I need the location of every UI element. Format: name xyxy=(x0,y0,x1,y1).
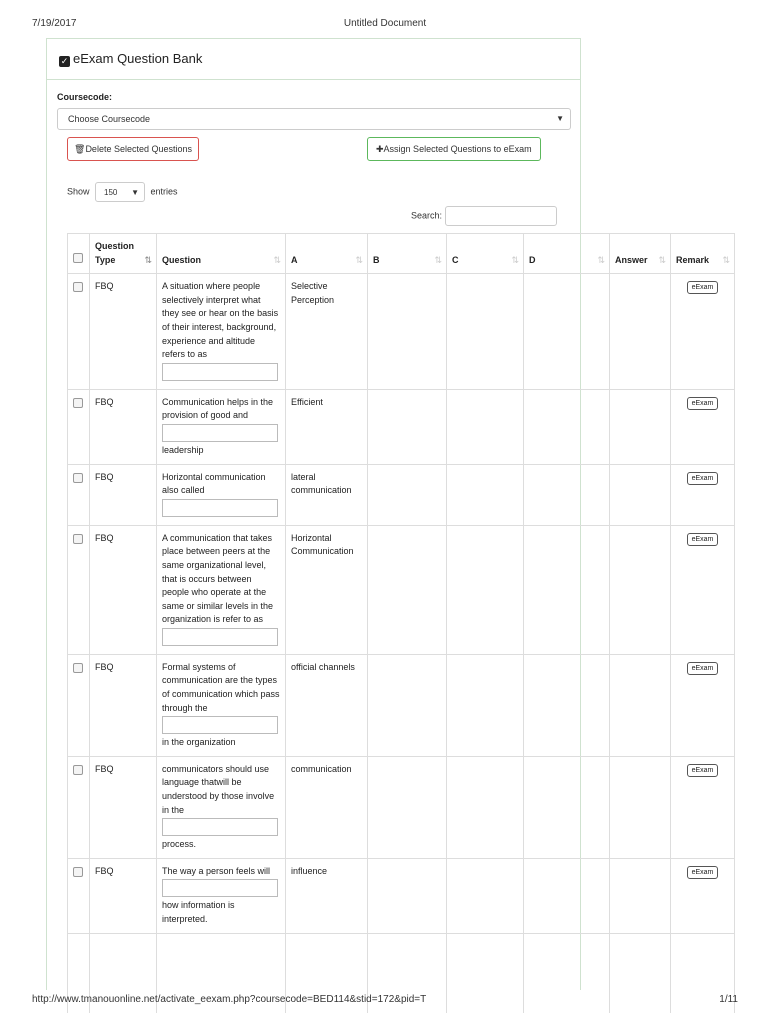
sort-icon: ⇅ xyxy=(144,254,152,265)
row-select-cell xyxy=(68,464,90,525)
entries-per-page-select[interactable] xyxy=(95,182,145,202)
question-type-cell: FBQ xyxy=(90,464,157,525)
option-d-cell xyxy=(524,858,610,933)
header-b[interactable] xyxy=(368,234,447,274)
remark-cell xyxy=(671,525,735,654)
option-a-cell: lateral communication xyxy=(286,464,368,525)
header-question-label: Question xyxy=(162,254,202,265)
row-checkbox[interactable] xyxy=(73,534,83,544)
option-a-cell: Horizontal Communication xyxy=(286,525,368,654)
header-question-type-line1: Question xyxy=(95,241,135,251)
arrow-right-icon: ✚ xyxy=(376,144,384,154)
option-b-cell xyxy=(368,464,447,525)
header-c[interactable] xyxy=(447,234,524,274)
header-d[interactable] xyxy=(524,234,610,274)
trash-icon: 🗑 xyxy=(74,144,86,154)
question-cell xyxy=(157,525,286,654)
coursecode-label: Coursecode: xyxy=(57,92,113,102)
assign-selected-button[interactable] xyxy=(367,137,541,161)
row-checkbox[interactable] xyxy=(73,867,83,877)
answer-cell xyxy=(610,525,671,654)
question-type-cell: FBQ xyxy=(90,654,157,756)
option-a-cell: official channels xyxy=(286,654,368,756)
header-b-label: B xyxy=(373,254,380,265)
question-type-cell: FBQ xyxy=(90,525,157,654)
sort-icon: ⇅ xyxy=(658,254,666,265)
coursecode-select[interactable] xyxy=(57,108,571,130)
search-label: Search: xyxy=(411,210,443,221)
blank-input[interactable] xyxy=(162,363,278,381)
document-title: Untitled Document xyxy=(343,18,427,29)
question-text: A communication that takes place between peers at the same organizational level, that is occurs between people who operate at the same or similar levels in the organization is refer to as xyxy=(162,532,274,625)
print-page-number: 1/11 xyxy=(719,994,738,1005)
print-url: http://www.tmanouonline.net/activate_eexam.php?coursecode=BED114&stid=172&pid=T xyxy=(32,994,427,1005)
print-header xyxy=(32,18,738,32)
header-d-label: D xyxy=(529,254,536,265)
option-c-cell xyxy=(447,389,524,464)
header-remark-label: Remark xyxy=(676,254,710,265)
questions-table xyxy=(67,233,735,1013)
remark-cell xyxy=(671,464,735,525)
header-answer[interactable] xyxy=(610,234,671,274)
option-d-cell xyxy=(524,389,610,464)
blank-input[interactable] xyxy=(162,879,278,897)
table-row xyxy=(68,654,735,756)
table-row xyxy=(68,464,735,525)
remark-cell xyxy=(671,756,735,858)
option-d-cell xyxy=(524,274,610,390)
sort-icon: ⇅ xyxy=(355,254,363,265)
entries-label: entries xyxy=(150,186,178,197)
sort-icon: ⇅ xyxy=(511,254,519,265)
option-a-cell: communication xyxy=(286,756,368,858)
question-text: The way a person feels will xyxy=(162,865,271,876)
blank-input[interactable] xyxy=(162,818,278,836)
question-type-cell: FBQ xyxy=(90,858,157,933)
question-cell xyxy=(157,389,286,464)
option-c-cell xyxy=(447,464,524,525)
eexam-button[interactable]: eExam xyxy=(687,533,719,546)
header-question-type[interactable] xyxy=(90,234,157,274)
question-text: Communication helps in the provision of good and xyxy=(162,396,274,421)
sort-icon: ⇅ xyxy=(722,254,730,265)
print-footer xyxy=(32,994,738,1008)
row-checkbox[interactable] xyxy=(73,398,83,408)
delete-selected-label: Delete Selected Questions xyxy=(85,144,193,154)
row-checkbox[interactable] xyxy=(73,663,83,673)
option-b-cell xyxy=(368,858,447,933)
header-question[interactable] xyxy=(157,234,286,274)
option-a-cell: Efficient xyxy=(286,389,368,464)
answer-cell xyxy=(610,274,671,390)
table-row xyxy=(68,756,735,858)
table-row xyxy=(68,858,735,933)
row-checkbox[interactable] xyxy=(73,765,83,775)
coursecode-selected-value: Choose Coursecode xyxy=(68,114,151,124)
delete-selected-button[interactable] xyxy=(67,137,199,161)
question-text: Horizontal communication also called xyxy=(162,471,266,496)
row-checkbox[interactable] xyxy=(73,282,83,292)
panel-heading xyxy=(47,39,580,80)
option-b-cell xyxy=(368,389,447,464)
question-cell xyxy=(157,464,286,525)
header-a[interactable] xyxy=(286,234,368,274)
question-cell xyxy=(157,274,286,390)
answer-cell xyxy=(610,654,671,756)
show-label: Show xyxy=(67,186,90,197)
option-b-cell xyxy=(368,756,447,858)
table-row xyxy=(68,389,735,464)
question-cell xyxy=(157,756,286,858)
question-type-cell: FBQ xyxy=(90,274,157,390)
eexam-button[interactable]: eExam xyxy=(687,397,719,410)
remark-cell xyxy=(671,389,735,464)
answer-cell xyxy=(610,464,671,525)
row-checkbox[interactable] xyxy=(73,473,83,483)
remark-cell xyxy=(671,858,735,933)
blank-input[interactable] xyxy=(162,499,278,517)
print-date: 7/19/2017 xyxy=(32,18,77,29)
option-d-cell xyxy=(524,464,610,525)
assign-selected-label: Assign Selected Questions to eExam xyxy=(383,144,532,154)
answer-cell xyxy=(610,756,671,858)
option-d-cell xyxy=(524,756,610,858)
header-remark[interactable] xyxy=(671,234,735,274)
blank-input[interactable] xyxy=(162,716,278,734)
search-area xyxy=(411,206,557,226)
answer-cell xyxy=(610,389,671,464)
option-b-cell xyxy=(368,525,447,654)
row-select-cell xyxy=(68,756,90,858)
question-cell xyxy=(157,858,286,933)
option-a-cell: influence xyxy=(286,858,368,933)
entries-per-page-value: 150 xyxy=(104,188,118,197)
row-select-cell xyxy=(68,525,90,654)
eexam-button[interactable]: eExam xyxy=(687,866,719,879)
question-text: A situation where people selectively interpret what they see or hear on the basis of their interest, background, experience and altitude refers to as xyxy=(162,281,279,360)
caret-down-icon: ▼ xyxy=(131,188,140,197)
table-header-row xyxy=(68,234,735,274)
question-text-after: in the organization xyxy=(162,737,236,748)
header-a-label: A xyxy=(291,254,298,265)
option-b-cell xyxy=(368,654,447,756)
remark-cell xyxy=(671,654,735,756)
question-type-cell: FBQ xyxy=(90,756,157,858)
sort-icon: ⇅ xyxy=(273,254,281,265)
answer-cell xyxy=(610,858,671,933)
option-c-cell xyxy=(447,654,524,756)
checkbox-checked-icon: ✓ xyxy=(60,56,69,66)
row-select-cell xyxy=(68,274,90,390)
row-select-cell xyxy=(68,389,90,464)
question-cell xyxy=(157,654,286,756)
select-all-checkbox[interactable] xyxy=(73,253,83,263)
header-question-type-line2: Type xyxy=(95,254,116,265)
eexam-button[interactable]: eExam xyxy=(687,472,719,485)
eexam-button[interactable]: eExam xyxy=(687,662,719,675)
option-d-cell xyxy=(524,654,610,756)
caret-down-icon: ▼ xyxy=(556,114,564,123)
panel-title: eExam Question Bank xyxy=(73,51,203,66)
sort-icon: ⇅ xyxy=(434,254,442,265)
table-row xyxy=(68,274,735,390)
option-c-cell xyxy=(447,858,524,933)
search-input[interactable] xyxy=(445,206,557,226)
question-text: communicators should use language thatwill be understood by those involve in the xyxy=(162,763,275,815)
table-row xyxy=(68,525,735,654)
blank-input[interactable] xyxy=(162,628,278,646)
header-c-label: C xyxy=(452,254,459,265)
option-c-cell xyxy=(447,525,524,654)
option-c-cell xyxy=(447,274,524,390)
show-entries xyxy=(67,182,178,202)
option-c-cell xyxy=(447,756,524,858)
option-a-cell: Selective Perception xyxy=(286,274,368,390)
question-text-after: leadership xyxy=(162,444,204,455)
eexam-button[interactable]: eExam xyxy=(687,281,719,294)
eexam-button[interactable]: eExam xyxy=(687,764,719,777)
remark-cell xyxy=(671,274,735,390)
row-select-cell xyxy=(68,858,90,933)
blank-input[interactable] xyxy=(162,424,278,442)
question-text-after: process. xyxy=(162,839,197,850)
option-b-cell xyxy=(368,274,447,390)
select-all-header xyxy=(68,234,90,274)
row-select-cell xyxy=(68,654,90,756)
option-d-cell xyxy=(524,525,610,654)
question-type-cell: FBQ xyxy=(90,389,157,464)
question-text-after: how information is interpreted. xyxy=(162,900,235,924)
header-answer-label: Answer xyxy=(615,254,648,265)
question-text: Formal systems of communication are the types of communication which pass through the xyxy=(162,661,280,713)
sort-icon: ⇅ xyxy=(597,254,605,265)
